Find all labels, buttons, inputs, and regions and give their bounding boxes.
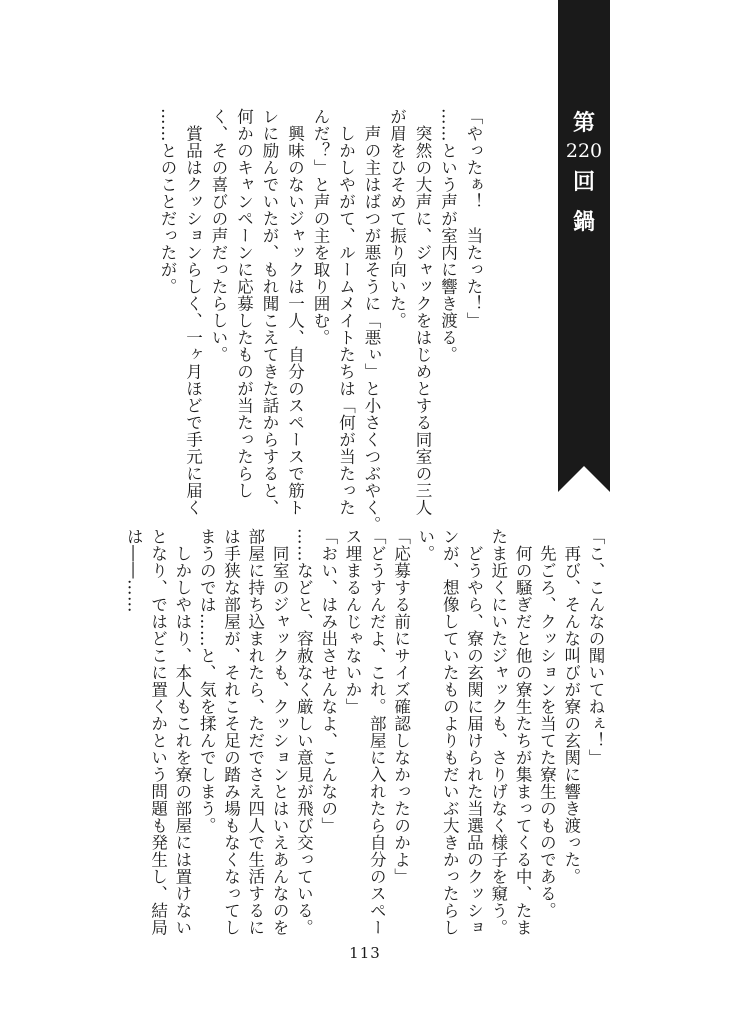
text-column: 声の主はばつが悪そうに「悪ぃ」と小さくつぶやく。 xyxy=(362,108,381,533)
text-column: どうやら、寮の玄関に届けられた当選品のクッショ xyxy=(464,528,484,936)
text-column: ……という声が室内に響き渡る。 xyxy=(438,108,458,363)
text-column: く、その喜びの声だったらしい。 xyxy=(209,108,228,363)
text-column: は――…… xyxy=(124,528,144,613)
text-column: が眉をひそめて振り向いた。 xyxy=(387,108,407,329)
text-column: 「どうすんだよ、これ。部屋に入れたら自分のスペー xyxy=(367,528,387,936)
text-column: しかしやはり、本人もこれを寮の部屋には置けない xyxy=(172,528,192,936)
chapter-title: 鍋 xyxy=(572,209,595,235)
text-column: 再び、そんな叫びが寮の玄関に響き渡った。 xyxy=(561,528,581,885)
chapter-suffix: 回 xyxy=(572,169,595,195)
text-column: は手狭な部屋が、それこそ足の踏み場もなくなってし xyxy=(221,528,241,936)
text-column: 「やったぁ！ 当たった！」 xyxy=(464,108,483,329)
text-column: んだ？」と声の主を取り囲む。 xyxy=(311,108,330,346)
chapter-ribbon-shape xyxy=(558,0,610,492)
text-column: い。 xyxy=(415,528,435,562)
text-column: 「こ、こんなの聞いてねぇ！」 xyxy=(586,528,605,766)
chapter-banner xyxy=(558,0,610,492)
text-column: 同室のジャックも、クッションとはいえあんなのを xyxy=(270,528,290,936)
chapter-number: 220 xyxy=(565,140,603,162)
chapter-prefix: 第 xyxy=(572,110,595,136)
text-column: 何かのキャンペーンに応募したものが当たったらし xyxy=(234,108,254,499)
text-column: ス埋まるんじゃないか」 xyxy=(343,528,362,715)
text-column: 先ごろ、クッションを当てた寮生のものである。 xyxy=(537,528,557,919)
text-column: 興味のないジャックは一人、自分のスペースで筋ト xyxy=(285,108,305,516)
text-column: レに励んでいたが、もれ聞こえてきた話からすると、 xyxy=(260,108,279,516)
text-column: しかしやがて、ルームメイトたちは「何が当たった xyxy=(336,108,356,516)
text-column: 「おい、はみ出させんなよ、こんなの」 xyxy=(318,528,338,834)
text-column: ンが、想像していたものよりもだいぶ大きかったらし xyxy=(440,528,460,936)
text-column: 何の騒ぎだと他の寮生たちが集まってくる中、たま xyxy=(513,528,533,936)
text-column: ……とのことだったが。 xyxy=(158,108,177,295)
chapter-heading xyxy=(558,112,610,233)
text-column: たま近くにいたジャックも、さりげなく様子を窺う。 xyxy=(488,528,508,936)
text-column: 「応募する前にサイズ確認しなかったのかよ」 xyxy=(391,528,411,885)
text-column: ……などと、容赦なく厳しい意見が飛び交っている。 xyxy=(294,528,314,936)
text-column: 突然の大声に、ジャックをはじめとする同室の三人 xyxy=(413,108,432,516)
text-column: 賞品はクッションらしく、一ヶ月ほどで手元に届く xyxy=(183,108,203,516)
text-column: まうのでは……と、気を揉んでしまう。 xyxy=(197,528,217,834)
text-column: 部屋に持ち込まれたら、ただでさえ四人で生活するに xyxy=(245,528,265,936)
text-column: となり、ではどこに置くかという問題も発生し、結局 xyxy=(148,528,168,936)
page-number: 113 xyxy=(349,944,381,962)
